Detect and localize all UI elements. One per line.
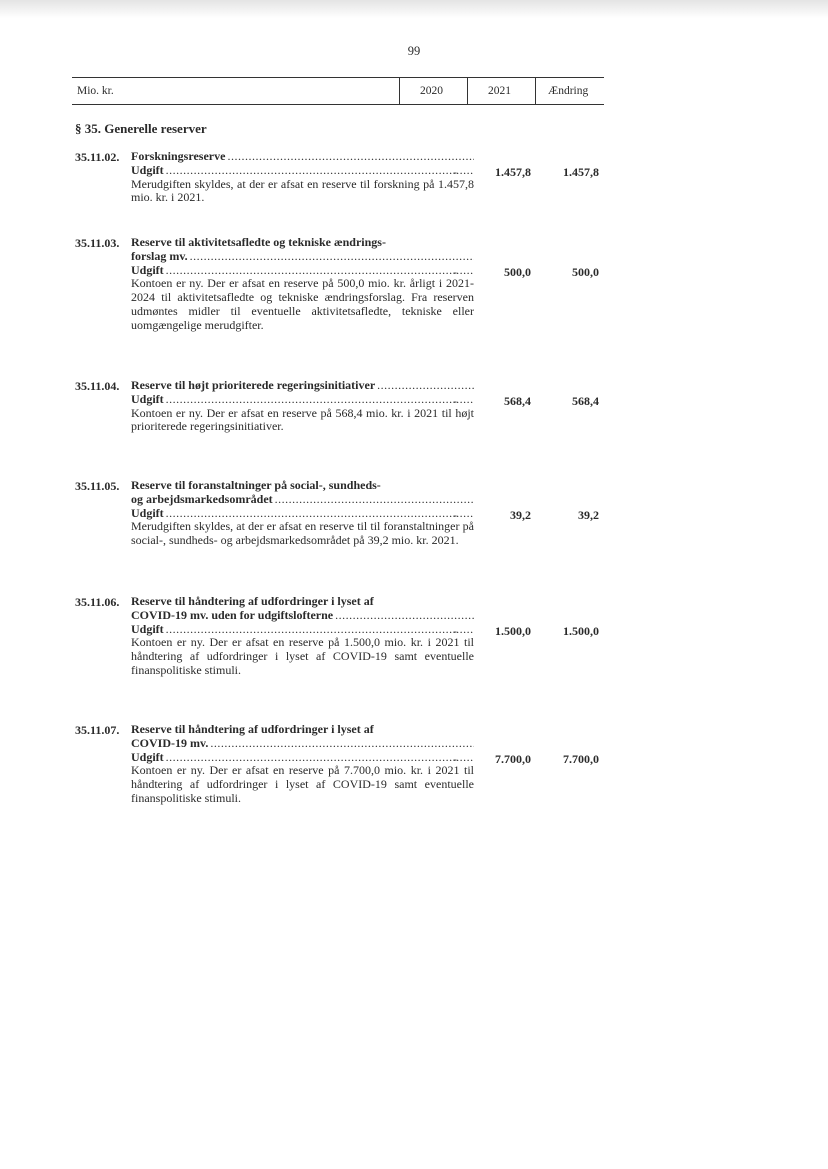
value-2021: 500,0	[504, 264, 531, 279]
account-number: 35.11.06.	[75, 595, 120, 609]
account-title-text: COVID-19 mv.	[131, 735, 209, 750]
account-description: Kontoen er ny. Der er afsat en reserve på 7.700,0 mio. kr. i 2021 til håndtering af udfordringer i lyset af COVID-19 samt eventuelle finanspolitiske stimuli.	[131, 763, 474, 805]
account-title-line	[131, 609, 474, 623]
value-2021: 1.500,0	[495, 623, 531, 638]
expense-label: Udgift	[131, 162, 164, 177]
account-title-line	[131, 493, 474, 507]
account-title-text: og arbejdsmarkedsområdet	[131, 491, 273, 506]
expense-label: Udgift	[131, 749, 164, 764]
account-body	[131, 379, 474, 434]
value-2020: -	[453, 264, 457, 279]
value-change: 568,4	[572, 393, 599, 408]
dot-leader	[335, 609, 474, 623]
expense-label: Udgift	[131, 391, 164, 406]
account-title-line: Reserve til håndtering af udfordringer i lyset af	[131, 722, 374, 736]
expense-line	[131, 393, 474, 407]
expense-line	[131, 164, 474, 178]
header-unit: Mio. kr.	[77, 85, 114, 97]
dot-leader	[227, 150, 474, 164]
page-number: 99	[407, 44, 421, 58]
account-description: Merudgiften skyldes, at der er afsat en reserve til forskning på 1.457,8 mio. kr. i 2021.	[131, 176, 474, 205]
expense-line	[131, 264, 474, 278]
scan-top-shadow	[0, 0, 828, 18]
account-number: 35.11.05.	[75, 479, 120, 493]
header-2020: 2020	[420, 85, 443, 97]
header-divider	[535, 77, 536, 105]
value-2021: 7.700,0	[495, 751, 531, 766]
account-title-line	[131, 150, 474, 164]
account-description: Merudgiften skyldes, at der er afsat en reserve til til foranstaltninger på social-, sundheds- og arbejdsmarkedsområdet på 39,2 mio. kr. 2021.	[131, 519, 474, 548]
account-description: Kontoen er ny. Der er afsat en reserve på 568,4 mio. kr. i 2021 til højt prioriterede regeringsinitiativer.	[131, 405, 474, 434]
account-number: 35.11.02.	[75, 150, 120, 164]
header-bottom-rule	[72, 104, 604, 105]
account-title-line: Reserve til foranstaltninger på social-, sundheds-	[131, 478, 381, 492]
header-2021: 2021	[488, 85, 511, 97]
account-title-line: Reserve til aktivitetsafledte og tekniske ændrings-	[131, 235, 386, 249]
account-body	[131, 479, 474, 548]
value-2020: -	[453, 751, 457, 766]
header-divider	[467, 77, 468, 105]
dot-leader	[166, 507, 474, 521]
value-2020: -	[453, 393, 457, 408]
account-number: 35.11.04.	[75, 379, 120, 393]
section-title: § 35. Generelle reserver	[75, 121, 207, 136]
dot-leader	[166, 164, 474, 178]
value-change: 39,2	[578, 507, 599, 522]
value-change: 1.457,8	[563, 164, 599, 179]
account-title-line	[131, 379, 474, 393]
account-title-line: Reserve til håndtering af udfordringer i lyset af	[131, 594, 374, 608]
value-2021: 568,4	[504, 393, 531, 408]
value-2020: -	[453, 507, 457, 522]
value-2020: -	[453, 623, 457, 638]
expense-line	[131, 623, 474, 637]
account-body	[131, 595, 474, 678]
value-2021: 1.457,8	[495, 164, 531, 179]
expense-label: Udgift	[131, 262, 164, 277]
value-change: 500,0	[572, 264, 599, 279]
expense-line	[131, 751, 474, 765]
value-2020: -	[453, 164, 457, 179]
header-change: Ændring	[548, 85, 589, 97]
account-body	[131, 150, 474, 205]
header-divider	[399, 77, 400, 105]
dot-leader	[190, 250, 474, 264]
header-top-rule	[72, 77, 604, 78]
expense-label: Udgift	[131, 505, 164, 520]
dot-leader	[166, 264, 474, 278]
dot-leader	[210, 737, 474, 751]
account-body	[131, 723, 474, 806]
account-number: 35.11.03.	[75, 236, 120, 250]
account-title-line	[131, 737, 474, 751]
dot-leader	[377, 379, 474, 393]
dot-leader	[275, 493, 474, 507]
account-title-text: COVID-19 mv. uden for udgiftslofterne	[131, 607, 334, 622]
expense-label: Udgift	[131, 621, 164, 636]
account-title-line	[131, 250, 474, 264]
account-title-text: Reserve til højt prioriterede regeringsinitiativer	[131, 378, 376, 392]
dot-leader	[166, 623, 474, 637]
account-description: Kontoen er ny. Der er afsat en reserve på 500,0 mio. kr. årligt i 2021-2024 til aktivitetsafledte og tekniske ændringsforslag. Fra reserven udmøntes midler til eventuelle aktivitetsafledte, tekniske eller uomgængelige merudgifter.	[131, 276, 474, 332]
dot-leader	[166, 751, 474, 765]
value-change: 1.500,0	[563, 623, 599, 638]
expense-line	[131, 507, 474, 521]
account-description: Kontoen er ny. Der er afsat en reserve på 1.500,0 mio. kr. i 2021 til håndtering af udfordringer i lyset af COVID-19 samt eventuelle finanspolitiske stimuli.	[131, 635, 474, 677]
value-2021: 39,2	[510, 507, 531, 522]
account-title-text: Forskningsreserve	[131, 149, 226, 163]
account-number: 35.11.07.	[75, 723, 120, 737]
value-change: 7.700,0	[563, 751, 599, 766]
account-body	[131, 236, 474, 333]
dot-leader	[166, 393, 474, 407]
account-title-text: forslag mv.	[131, 248, 188, 263]
